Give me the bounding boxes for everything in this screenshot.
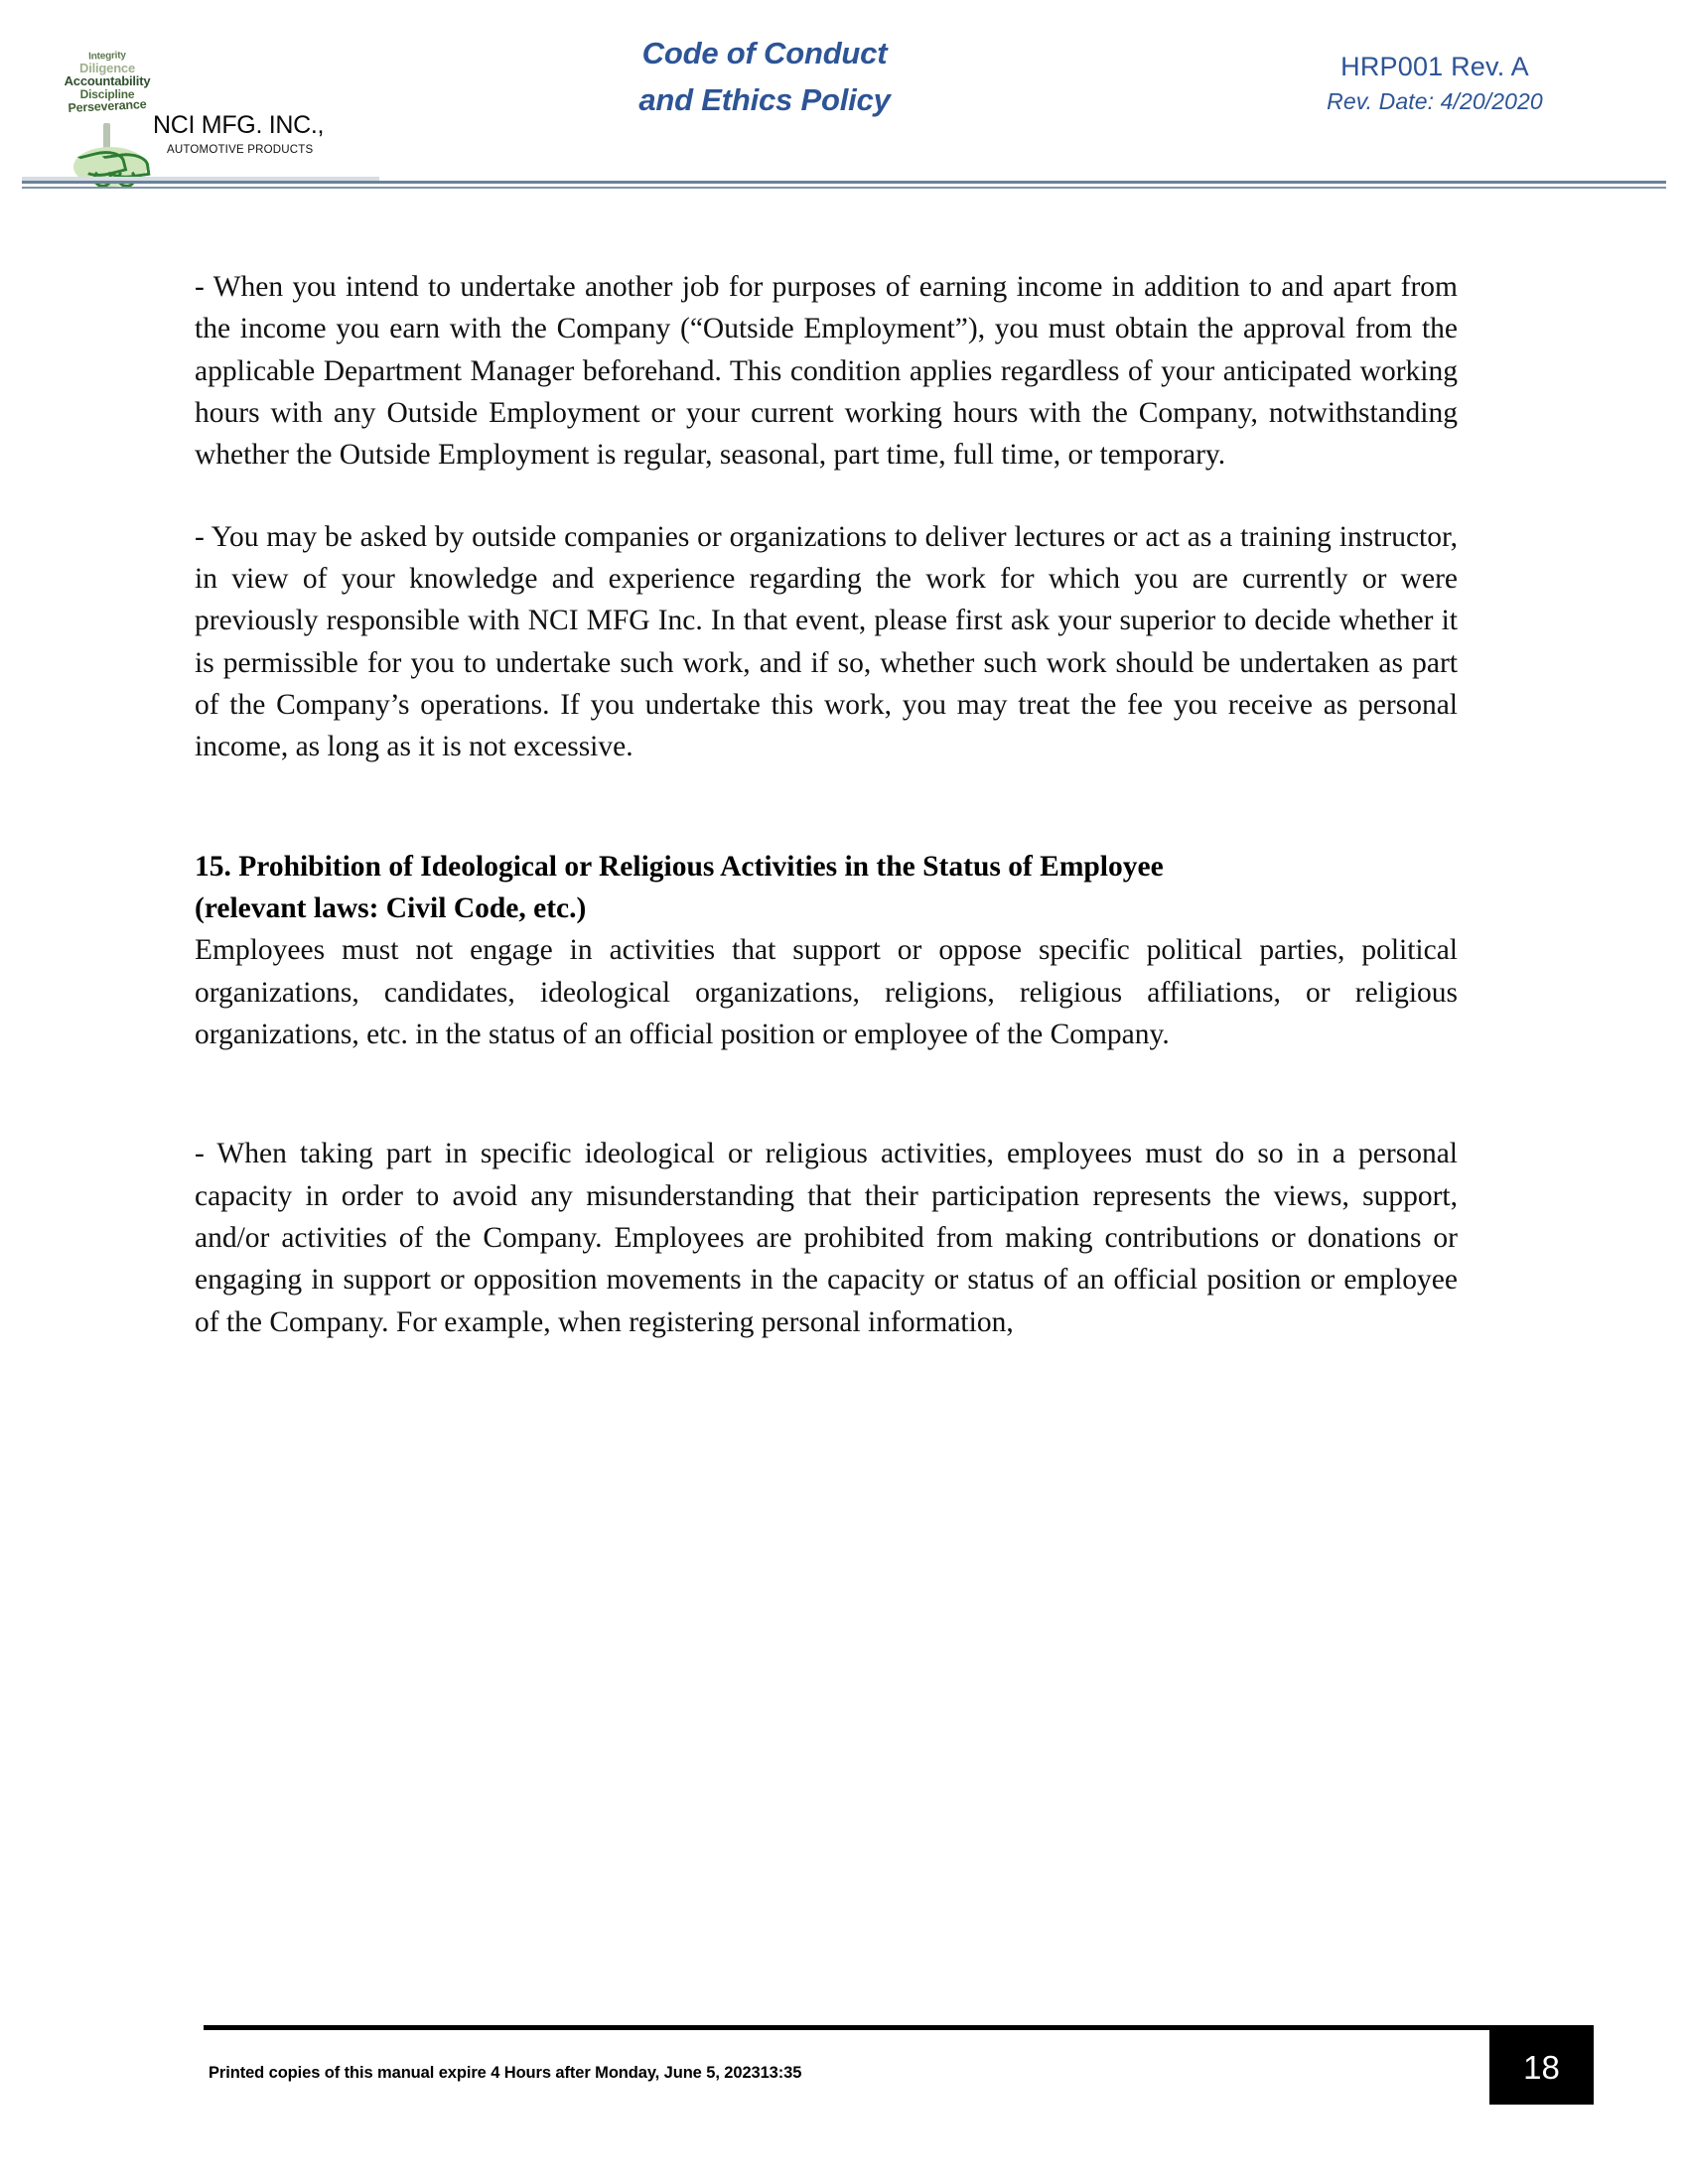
paragraph-personal-capacity: - When taking part in specific ideological or religious activities, employees must do so in a personal capacity in order to avoid any misunderstanding that their participation represents the views, support, and/or activities of the Company. Employees are prohibited from making contributions or donations or engaging in support or opposition movements in the capacity or status of an official position or employee of the Company. For example, when registering personal information, (195, 1138, 1458, 1338)
page-header (0, 0, 1688, 195)
tree-word-diligence: Diligence (79, 61, 135, 76)
tree-word-perseverance: Perseverance (68, 96, 147, 115)
document-title-line-2: and Ethics Policy (638, 82, 891, 118)
paragraph-spacer (195, 1095, 1458, 1133)
tree-logo-icon (52, 52, 163, 181)
header-rule-bottom (22, 187, 1666, 189)
document-id: HRP001 Rev. A (1340, 52, 1529, 81)
tree-word-integrity: Integrity (87, 50, 126, 63)
footer-expiry-note: Printed copies of this manual expire 4 Hours after Monday, June 5, 202313:35 (209, 2064, 802, 2082)
page-number-badge (1489, 2030, 1594, 2105)
section-15-heading-line-2: (relevant laws: Civil Code, etc.) (195, 891, 587, 924)
tree-word-discipline: Discipline (79, 86, 135, 101)
page-footer (0, 2017, 1688, 2136)
document-title (556, 30, 973, 123)
heading-spacer (195, 808, 1458, 846)
footer-divider (204, 2025, 1594, 2030)
paragraph-outside-employment: - When you intend to undertake another job for purposes of earning income in addition to and apart from the income you earn with the Company (“Outside Employment”), you must obtain the approval from the applicable Department Manager beforehand. This condition applies regardless of your anticipated working hours with any Outside Employment or your current working hours with the Company, notwithstanding whether the Outside Employment is regular, seasonal, part time, full time, or temporary. (195, 271, 1458, 472)
company-logo (28, 52, 336, 181)
company-tagline: AUTOMOTIVE PRODUCTS (167, 144, 314, 156)
section-15-heading-line-1: 15. Prohibition of Ideological or Religious Activities in the Status of Employee (195, 850, 1164, 883)
header-rule-top (22, 181, 1666, 184)
page-number: 18 (1523, 2049, 1560, 2086)
document-revision-date: Rev. Date: 4/20/2020 (1327, 88, 1543, 114)
paragraph-political-activities: Employees must not engage in activities that support or oppose specific political parties, political organizations, candidates, ideological organizations, religions, religious affiliations, or religious organizations, etc. in the status of an official position or employee of the Company. (195, 934, 1458, 1050)
tree-word-accountability: Accountability (64, 73, 151, 89)
document-revision-info (1221, 52, 1648, 115)
company-name: NCI MFG. INC., (153, 111, 325, 139)
document-body (195, 266, 1458, 1343)
document-title-line-1: Code of Conduct (641, 36, 888, 70)
paragraph-lectures-and-training: - You may be asked by outside companies or organizations to deliver lectures or act as a training instructor, in view of your knowledge and experience regarding the work for which you are currently or were previously responsible with NCI MFG Inc. In that event, please first ask your superior to decide whether it is permissible for you to undertake such work, and if so, whether such work should be undertaken as part of the Company’s operations. If you undertake this work, you may treat the fee you receive as personal income, as long as it is not excessive. (195, 520, 1458, 763)
